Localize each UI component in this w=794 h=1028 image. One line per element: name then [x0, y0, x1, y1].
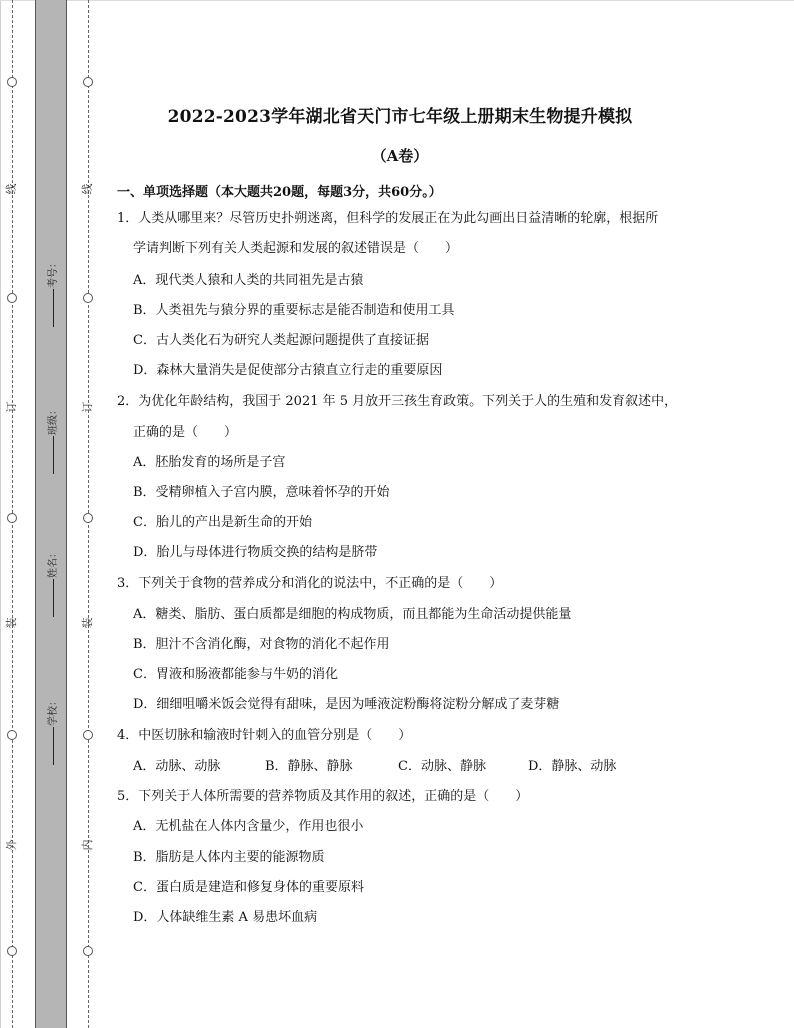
- question-stem: 学请判断下列有关人类起源和发展的叙述错误是（ ）: [133, 241, 459, 256]
- option-d[interactable]: D．胎儿与母体进行物质交换的结构是脐带: [133, 545, 378, 560]
- binding-hole: [7, 730, 17, 740]
- margin-char-outer: 外: [5, 839, 18, 851]
- options-row: [133, 759, 616, 775]
- binding-strip: [35, 0, 67, 1028]
- binding-hole: [83, 293, 93, 303]
- exam-number-field[interactable]: [44, 258, 59, 327]
- option-c[interactable]: C．动脉、静脉: [398, 759, 486, 774]
- option-d[interactable]: D．细细咀嚼米饭会觉得有甜味，是因为唾液淀粉酶将淀粉分解成了麦芽糖: [133, 697, 560, 712]
- binding-hole: [83, 513, 93, 523]
- option-d[interactable]: D．静脉、动脉: [528, 759, 617, 774]
- field-label: 考号：: [48, 258, 59, 288]
- binding-hole: [83, 730, 93, 740]
- option-a[interactable]: A．糖类、脂肪、蛋白质都是细胞的构成物质，而且都能为生命活动提供能量: [133, 607, 572, 622]
- binding-hole: [7, 946, 17, 956]
- option-b[interactable]: B．胆汁不含消化酶，对食物的消化不起作用: [133, 637, 390, 652]
- binding-hole: [7, 513, 17, 523]
- page-title: 2022-2023学年湖北省天门市七年级上册期末生物提升模拟: [167, 107, 633, 127]
- question-stem: 4．中医切脉和输液时针刺入的血管分别是（ ）: [117, 728, 412, 743]
- margin-char-inner: 内: [81, 839, 94, 851]
- option-a[interactable]: A．胚胎发育的场所是子宫: [133, 455, 286, 470]
- option-c[interactable]: C．蛋白质是建造和修复身体的重要原料: [133, 880, 364, 895]
- margin-char-outer: 订: [5, 401, 18, 413]
- option-b[interactable]: B．人类祖先与猿分界的重要标志是能否制造和使用工具: [133, 303, 455, 318]
- page-edge: [0, 0, 1, 1028]
- option-d[interactable]: D．人体缺维生素 A 易患坏血病: [133, 910, 318, 925]
- option-a[interactable]: A．现代类人猿和人类的共同祖先是古猿: [133, 273, 364, 288]
- option-b[interactable]: B．受精卵植入子宫内膜，意味着怀孕的开始: [133, 485, 390, 500]
- page-edge-top: [0, 0, 794, 1]
- name-field[interactable]: [44, 548, 59, 617]
- question-stem: 2．为优化年龄结构，我国于 2021 年 5 月放开三孩生育政策。下列关于人的生殖和发育叙述中，: [117, 394, 678, 409]
- question-stem: 正确的是（ ）: [133, 425, 238, 440]
- question-stem: 5．下列关于人体所需要的营养物质及其作用的叙述，正确的是（ ）: [117, 789, 529, 804]
- page-subtitle: （A卷）: [371, 147, 429, 165]
- option-a[interactable]: A．无机盐在人体内含量少，作用也很小: [133, 819, 364, 834]
- option-c[interactable]: C．古人类化石为研究人类起源问题提供了直接证据: [133, 333, 429, 348]
- margin-char-inner: 线: [81, 183, 94, 195]
- margin-char-inner: 订: [81, 401, 94, 413]
- question-stem: 3．下列关于食物的营养成分和消化的说法中，不正确的是（ ）: [117, 576, 503, 591]
- option-a[interactable]: A．动脉、动脉: [133, 759, 221, 774]
- binding-hole: [7, 293, 17, 303]
- question-stem: 1．人类从哪里来？尽管历史扑朔迷离，但科学的发展正在为此勾画出日益清晰的轮廓，根据所: [117, 211, 659, 226]
- section-heading: 一、单项选择题（本大题共20题，每题3分，共60分。）: [117, 185, 442, 200]
- binding-hole: [7, 77, 17, 87]
- option-c[interactable]: C．胃液和肠液都能参与牛奶的消化: [133, 667, 338, 682]
- margin-char-outer: 线: [5, 183, 18, 195]
- option-c[interactable]: C．胎儿的产出是新生命的开始: [133, 515, 312, 530]
- option-d[interactable]: D．森林大量消失是促使部分古猿直立行走的重要原因: [133, 363, 443, 378]
- option-b[interactable]: B．脂肪是人体内主要的能源物质: [133, 850, 325, 865]
- field-label: 班级：: [48, 405, 59, 435]
- option-b[interactable]: B．静脉、静脉: [265, 759, 353, 774]
- class-field[interactable]: [44, 405, 59, 474]
- binding-hole: [83, 77, 93, 87]
- binding-hole: [83, 946, 93, 956]
- margin-char-outer: 装: [5, 617, 18, 629]
- school-field[interactable]: [44, 696, 59, 765]
- margin-char-inner: 装: [81, 617, 94, 629]
- field-label: 姓名：: [48, 548, 59, 578]
- field-label: 学校：: [48, 696, 59, 726]
